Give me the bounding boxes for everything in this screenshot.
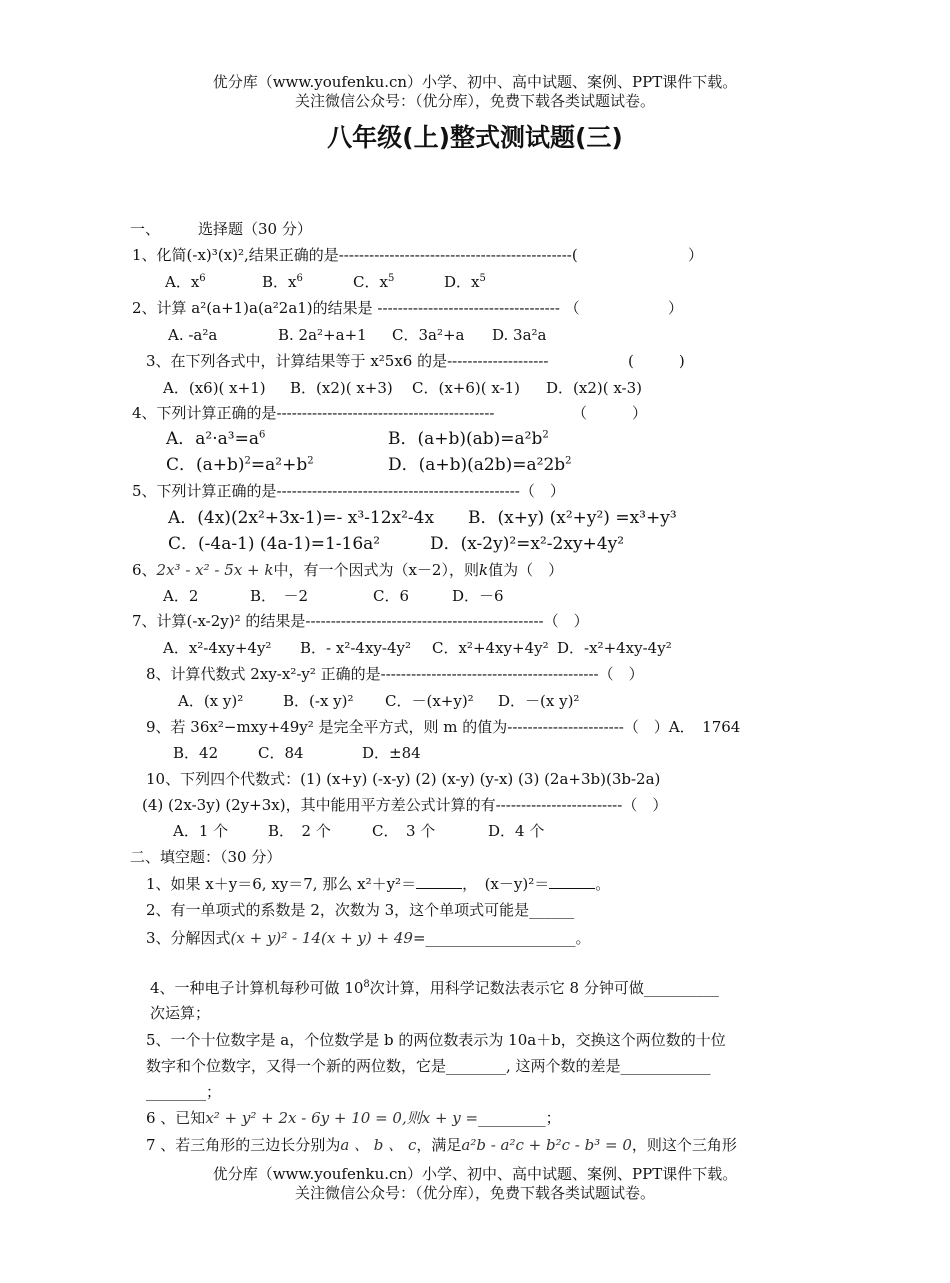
page-title: 八年级(上)整式测试题(三): [327, 123, 623, 152]
q5-option-b: B．(x+y) (x²+y²) =x³+y³: [468, 508, 677, 528]
q7-option-b: B．- x²-4xy-4y²: [300, 639, 411, 657]
q8-option-b: B．(-x y)²: [283, 692, 354, 710]
q7-option-c: C．x²+4xy+4y²: [432, 639, 549, 657]
q6-option-b: B． －2: [250, 587, 309, 605]
fill-7-expression: a²b - a²c + b²c - b³ = 0: [461, 1136, 632, 1154]
q4-option-c: C．$(a+b)^2=a^2+b^2$: [166, 455, 314, 475]
q2-paren: ）: [668, 299, 684, 317]
q2-option-a: A. -a²a: [168, 326, 218, 344]
section1-heading: 选择题（30 分）: [198, 220, 312, 238]
q7-option-d: D．-x²+4xy-4y²: [557, 639, 672, 657]
header-line-1: 优分库（www.youfenku.cn）小学、初中、高中试题、案例、PPT课件下载。: [212, 73, 738, 91]
q2-option-b: B. 2a²+a+1: [278, 326, 367, 344]
q4-option-b: B．$(a+b)(ab)=a^2b^2$: [388, 429, 549, 449]
fill-6-expression: x² + y² + 2x - 6y + 10 = 0,则x + y =: [205, 1109, 479, 1127]
q3-option-c: C．(x+6)( x-1): [412, 379, 521, 397]
fill-5-line2: 数字和个位数字，又得一个新的两位数，它是________, 这两个数的差是____________: [146, 1057, 711, 1075]
q3-stem: 3、在下列各式中，计算结果等于 x²5x6 的是--------------------: [146, 352, 549, 370]
q5-option-d: D．(x-2y)²=x²-2xy+4y²: [430, 534, 625, 554]
fill-1-blank-1[interactable]: [416, 874, 462, 889]
fill-4-line2: 次运算；: [150, 1004, 211, 1022]
fill-3-expression: (x + y)² - 14(x + y) + 49: [230, 929, 413, 947]
q8-option-a: A．(x y)²: [178, 692, 244, 710]
q9-option-c: C．84: [258, 744, 304, 762]
q5-stem: 5、下列计算正确的是------------------------------------------------（ ）: [132, 482, 565, 500]
fill-1: 1、如果 x＋y＝6, xy＝7, 那么 x²＋y²＝ ， (x－y)²＝ 。: [146, 875, 611, 893]
footer-line-2: 关注微信公众号：（优分库），免费下载各类试题试卷。: [294, 1184, 655, 1202]
q5-option-c: C．(-4a-1) (4a-1)=1-16a²: [168, 534, 381, 554]
q1-option-c: C．$x^5$: [353, 273, 395, 291]
fill-1-blank-2[interactable]: [549, 874, 595, 889]
q10-line2: (4) (2x-3y) (2y+3x)，其中能用平方差公式计算的有-------------------------（ ）: [142, 796, 668, 814]
q6-option-c: C．6: [373, 587, 410, 605]
q6-option-a: A．2: [163, 587, 199, 605]
q9-option-b: B．42: [173, 744, 219, 762]
q1-option-a: A．$x^6$: [165, 273, 206, 291]
fill-3: 3、分解因式(x + y)² - 14(x + y) + 49=____________________。: [146, 929, 591, 947]
q2-option-c: C．3a²+a: [392, 326, 465, 344]
q1-option-d: D．$x^5$: [444, 273, 486, 291]
q3-option-d: D．(x2)( x-3): [546, 379, 643, 397]
q4-paren: （ ）: [572, 404, 648, 422]
fill-5-line3: ________；: [146, 1083, 222, 1101]
q9-option-d: D．±84: [362, 744, 421, 762]
q8-option-d: D．－(x y)²: [498, 692, 580, 710]
q10-line1: 10、下列四个代数式：(1) (x+y) (-x-y) (2) (x-y) (y-x) (3) (2a+3b)(3b-2a): [146, 770, 661, 788]
q6-stem: 6、2x³ - x² - 5x + k中，有一个因式为（x－2），则k值为（ ）: [132, 561, 564, 579]
q10-option-d: D．4 个: [488, 822, 545, 840]
q2-stem: 2、计算 a²(a+1)a(a²2a1)的结果是 ------------------------------------ （: [132, 299, 580, 317]
q5-option-a: A．(4x)(2x²+3x-1)=- x³-12x²-4x: [168, 508, 435, 528]
q1-option-b: B．$x^6$: [262, 273, 303, 291]
section1-num: 一、: [130, 220, 161, 238]
q9-stem: 9、若 36x²−mxy+49y² 是完全平方式，则 m 的值为-----------------------（ ）A． 1764: [146, 718, 741, 736]
q7-stem: 7、计算(-x-2y)² 的结果是-----------------------------------------------（ ）: [132, 612, 589, 630]
q3-option-a: A．(x6)( x+1): [163, 379, 266, 397]
q10-option-b: B． 2 个: [268, 822, 331, 840]
q10-option-c: C． 3 个: [372, 822, 436, 840]
q8-stem: 8、计算代数式 2xy-x²-y² 正确的是-------------------------------------------（ ）: [146, 665, 644, 683]
footer-line-1: 优分库（www.youfenku.cn）小学、初中、高中试题、案例、PPT课件下载。: [212, 1165, 738, 1183]
q4-option-a: A．$a^2\cdot a^3=a^6$: [166, 429, 266, 449]
q1-stem: 1、化简(-x)³(x)²,结果正确的是----------------------------------------------(: [132, 246, 578, 264]
q10-option-a: A．1 个: [173, 822, 229, 840]
fill-5-line1: 5、一个十位数字是 a，个位数学是 b 的两位数表示为 10a＋b，交换这个两位数的十位: [146, 1031, 726, 1049]
q3-option-b: B．(x2)( x+3): [290, 379, 393, 397]
q2-option-d: D. 3a²a: [492, 326, 547, 344]
section2-heading: 二、填空题：（30 分）: [130, 848, 282, 866]
q8-option-c: C．－(x+y)²: [385, 692, 474, 710]
fill-4-line1: 4、一种电子计算机每秒可做 $10^8$次计算，用科学记数法表示它 8 分钟可做__________: [150, 979, 719, 997]
q6-expression: 2x³ - x² - 5x + k: [156, 561, 274, 579]
header-line-2: 关注微信公众号：（优分库），免费下载各类试题试卷。: [294, 92, 655, 110]
q1-paren: ）: [688, 246, 704, 264]
q7-option-a: A．x²-4xy+4y²: [163, 639, 272, 657]
q6-option-d: D．－6: [452, 587, 504, 605]
fill-6: 6 、已知x² + y² + 2x - 6y + 10 = 0,则x + y =_________；: [146, 1109, 561, 1127]
q4-stem: 4、下列计算正确的是-------------------------------------------: [132, 404, 495, 422]
fill-2: 2、有一单项式的系数是 2，次数为 3，这个单项式可能是______: [146, 901, 575, 919]
q3-paren: ( ): [628, 352, 685, 370]
fill-7: 7 、若三角形的三边长分别为a 、 b 、 c，满足a²b - a²c + b²c - b³ = 0，则这个三角形: [146, 1136, 737, 1154]
q4-option-d: D．$(a+b)(a2b)=a^22b^2$: [388, 455, 572, 475]
